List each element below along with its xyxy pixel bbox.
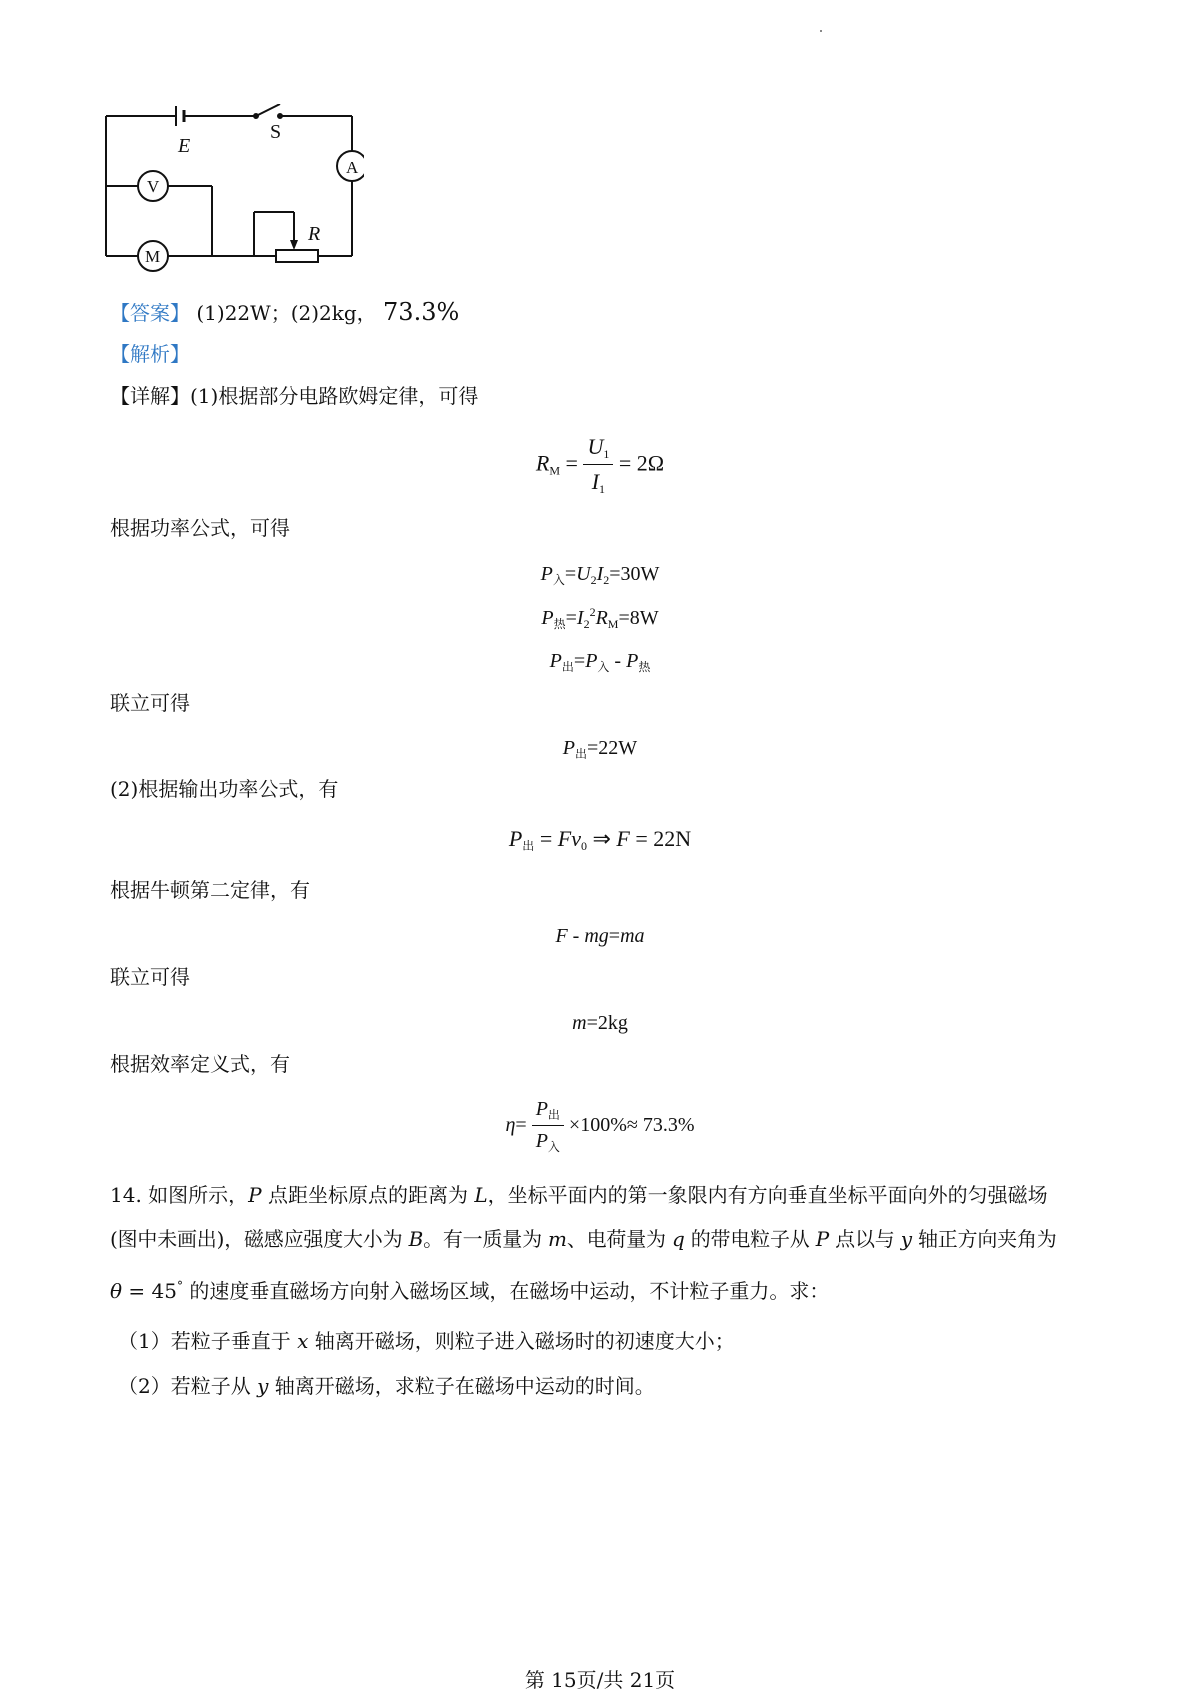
equation-p-out: $P_出=P_入 - P_热$ (549, 650, 651, 674)
fraction-pout-over-pin: $\frac{P_出}{P_入}$ (532, 1098, 564, 1155)
equation-force: $P_出 = Fv_0$ ⇒ F = 22N (508, 826, 692, 853)
equation-efficiency: η= $\frac{P_出}{P_入}$ ×100%≈ 73.3% (505, 1098, 695, 1154)
text-combine-2: 联立可得 (110, 965, 190, 989)
q14-subquestion-2: （2）若粒子从 y 轴离开磁场，求粒子在磁场中运动的时间。 (118, 1374, 655, 1398)
answer-text: (1)22W；(2)2kg， (196, 301, 377, 325)
label-m: M (145, 247, 161, 266)
detail-line (110, 386, 478, 406)
answer-line (110, 300, 459, 324)
scan-speck (820, 30, 822, 32)
q14-line-2: (图中未画出)，磁感应强度大小为 B。有一质量为 m、电荷量为 q 的带电粒子从 P 点以与 y 轴正方向夹角为 (110, 1227, 1057, 1251)
answer-tag: 【答案】 (110, 301, 190, 325)
equation-p-out-value: $P_出=22W$ (562, 737, 638, 761)
q14-line-1: 14. 如图所示，P 点距坐标原点的距离为 L，坐标平面内的第一象限内有方向垂直坐标平面向外的匀强磁场 (110, 1183, 1048, 1207)
label-v: V (147, 177, 160, 196)
text-newton: 根据牛顿第二定律，有 (110, 878, 310, 902)
q14-line-3: θ = 45° 的速度垂直磁场方向射入磁场区域，在磁场中运动，不计粒子重力。求： (110, 1279, 830, 1303)
q14-subquestion-1: （1）若粒子垂直于 x 轴离开磁场，则粒子进入磁场时的初速度大小； (118, 1329, 735, 1353)
analysis-line (110, 344, 190, 364)
answer-efficiency: 73.3% (383, 298, 460, 326)
equation-p-in: $P_入=U_2I_2=30W$ (540, 563, 660, 587)
equation-resistance: $R_M$ = $\frac{U_1}{I_1}$ = 2Ω (535, 434, 665, 496)
detail-text: (1)根据部分电路欧姆定律，可得 (190, 384, 479, 408)
equation-p-heat: $P_热=I_2^2R_M=8W$ (541, 605, 659, 631)
label-r: R (308, 223, 321, 245)
label-e: E (178, 135, 191, 157)
analysis-tag: 【解析】 (110, 342, 190, 366)
text-part-2: (2)根据输出功率公式，有 (110, 777, 339, 801)
text-power-formula: 根据功率公式，可得 (110, 516, 290, 540)
label-s: S (270, 121, 282, 143)
detail-tag: 【详解】 (110, 384, 190, 408)
equation-mass: m=2kg (572, 1012, 628, 1034)
label-a: A (346, 158, 359, 177)
fraction-u-over-i: $\frac{U_1}{I_1}$ (583, 434, 613, 497)
equation-newton: F - mg=ma (555, 925, 645, 947)
text-efficiency: 根据效率定义式，有 (110, 1052, 290, 1076)
page-footer: 第 15页/共 21页 (524, 1668, 676, 1692)
text-combine-1: 联立可得 (110, 691, 190, 715)
circuit-diagram (104, 104, 364, 274)
